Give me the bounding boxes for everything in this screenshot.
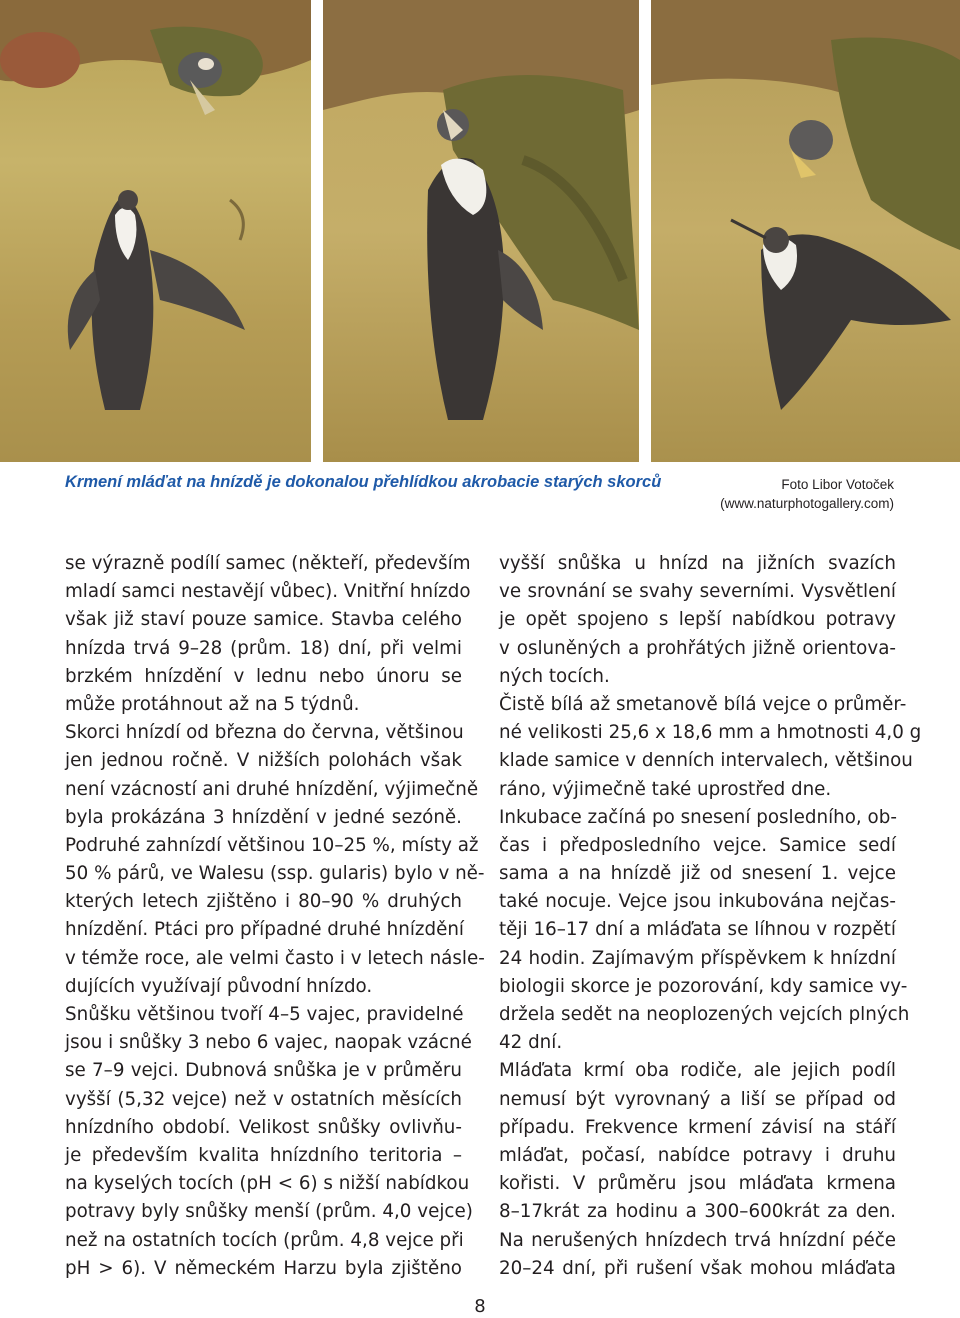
text-line: Skorci hnízdí od března do června, většinou bbox=[65, 722, 464, 744]
text-line: není vzácností ani druhé hnízdění, výjimečně bbox=[65, 778, 479, 800]
text-line: Čistě bílá až smetanově bílá vejce o průměr- bbox=[499, 693, 907, 715]
text-column-left bbox=[65, 550, 485, 1283]
text-line: hnízda trvá 9–28 (prům. 18) dní, při velmi bbox=[65, 637, 462, 659]
text-line: nemusí být vyrovnaný a liší se případ od bbox=[499, 1088, 896, 1110]
text-line: kterých letech zjištěno i 80–90 % druhých bbox=[65, 891, 462, 913]
text-line: Snůšku většinou tvoří 4–5 vajec, pravidelné bbox=[65, 1004, 464, 1025]
text-line: 50 % párů, ve Walesu (ssp. gularis) bylo v ně- bbox=[65, 863, 485, 885]
photo-credit-website: (www.naturphotogallery.com) bbox=[720, 496, 894, 511]
text-line: se 7–9 vejci. Dubnová snůška je v průměru bbox=[65, 1060, 462, 1082]
text-line: může protáhnout až na 5 týdnů. bbox=[65, 693, 360, 715]
text-line: v témže roce, ale velmi často i v letech násle- bbox=[65, 947, 485, 969]
text-line: sama a na hnízdě již od snesení 1. vejce bbox=[499, 863, 896, 885]
text-line: Podruhé zahnízdí většinou 10–25 %, místy až bbox=[65, 834, 479, 856]
text-line: se výrazně podílí samec (někteří, především bbox=[65, 553, 471, 574]
text-line: brzkém hnízdění v lednu nebo únoru se bbox=[65, 665, 462, 687]
photo-2-image bbox=[323, 0, 639, 462]
text-line: jsou i snůšky 3 nebo 6 vajec, naopak vzácné bbox=[65, 1032, 472, 1054]
text-line: 20–24 dní, při rušení však mohou mláďata bbox=[499, 1257, 896, 1279]
photo-1-image bbox=[0, 0, 311, 462]
text-line: mláďat, počasí, nabídce potravy i druhu bbox=[499, 1144, 896, 1166]
photo-credit bbox=[654, 475, 894, 513]
text-line: potravy byly snůšky menší (prům. 4,0 vejce) bbox=[65, 1201, 473, 1223]
text-line: né velikosti 25,6 x 18,6 mm a hmotnosti 4,0 g bbox=[499, 722, 922, 744]
page-number: 8 bbox=[474, 1296, 486, 1317]
photo-caption: Krmení mláďat na hnízdě je dokonalou přehlídkou akrobacie starých skorců bbox=[65, 473, 662, 491]
text-line: klade samice v denních intervalech, většinou bbox=[499, 750, 913, 772]
text-line: případu. Frekvence krmení závisí na stáří bbox=[499, 1116, 896, 1138]
text-line: kořisti. V průměru jsou mláďata krmena bbox=[499, 1173, 896, 1195]
text-line: vyšší (5,32 vejce) než v ostatních měsících bbox=[65, 1088, 462, 1110]
text-line: Mláďata krmí oba rodiče, ale jejich podíl bbox=[499, 1060, 896, 1082]
text-line: dujících využívají původní hnízdo. bbox=[65, 975, 373, 997]
text-line: však již staví pouze samice. Stavba celého bbox=[65, 609, 462, 631]
photo-credit-author: Foto Libor Votoček bbox=[781, 477, 894, 492]
text-line: držela sedět na neoplozených vejcích plných bbox=[499, 1004, 910, 1025]
photo-dipper-feeding-2 bbox=[323, 0, 639, 462]
text-line: byla prokázána 3 hnízdění v jedné sezóně. bbox=[65, 806, 462, 828]
text-line: biologii skorce je pozorování, kdy samice vy- bbox=[499, 975, 908, 997]
text-line: jen jednou ročně. V nižších polohách však bbox=[65, 750, 462, 772]
text-line: je opět spojeno s lepší nabídkou potravy bbox=[499, 609, 896, 631]
text-line: vyšší snůška u hnízd na jižních svazích bbox=[499, 553, 896, 574]
photo-dipper-feeding-1 bbox=[0, 0, 311, 462]
text-line: Na nerušených hnízdech trvá hnízdní péče bbox=[499, 1229, 896, 1251]
text-line: ráno, výjimečně také uprostřed dne. bbox=[499, 778, 832, 800]
text-line: hnízdního období. Velikost snůšky ovlivňu- bbox=[65, 1116, 462, 1138]
text-line: než na ostatních tocích (prům. 4,8 vejce při bbox=[65, 1229, 464, 1251]
photo-dipper-feeding-3 bbox=[651, 0, 960, 462]
text-line: 8–17krát za hodinu a 300–600krát za den. bbox=[499, 1201, 896, 1223]
text-line: je především kvalita hnízdního teritoria – bbox=[65, 1144, 462, 1166]
text-line: těji 16–17 dní a mláďata se líhnou v rozpětí bbox=[499, 919, 896, 941]
text-line: ve srovnání se svahy severními. Vysvětlení bbox=[499, 581, 896, 603]
text-line: ných tocích. bbox=[499, 665, 610, 687]
text-line: čas i předposledního vejce. Samice sedí bbox=[499, 834, 896, 856]
text-line: na kyselých tocích (pH < 6) s nižší nabídkou bbox=[65, 1173, 470, 1195]
text-line: v osluněných a prohřátých jižně orientova- bbox=[499, 637, 896, 659]
text-line: mladí samci nestavějí vůbec). Vnitřní hnízdo bbox=[65, 581, 471, 603]
text-line: také nocuje. Vejce jsou inkubována nejčas- bbox=[499, 891, 896, 913]
text-line: 24 hodin. Zajímavým příspěvkem k hnízdní bbox=[499, 947, 896, 969]
text-line: pH > 6). V německém Harzu byla zjištěno bbox=[65, 1257, 462, 1279]
text-line: Inkubace začíná po snesení posledního, ob- bbox=[499, 806, 897, 828]
text-line: hnízdění. Ptáci pro případné druhé hnízdění bbox=[65, 919, 465, 941]
text-column-right bbox=[499, 550, 922, 1283]
text-line: 42 dní. bbox=[499, 1032, 563, 1054]
photo-3-image bbox=[651, 0, 960, 462]
